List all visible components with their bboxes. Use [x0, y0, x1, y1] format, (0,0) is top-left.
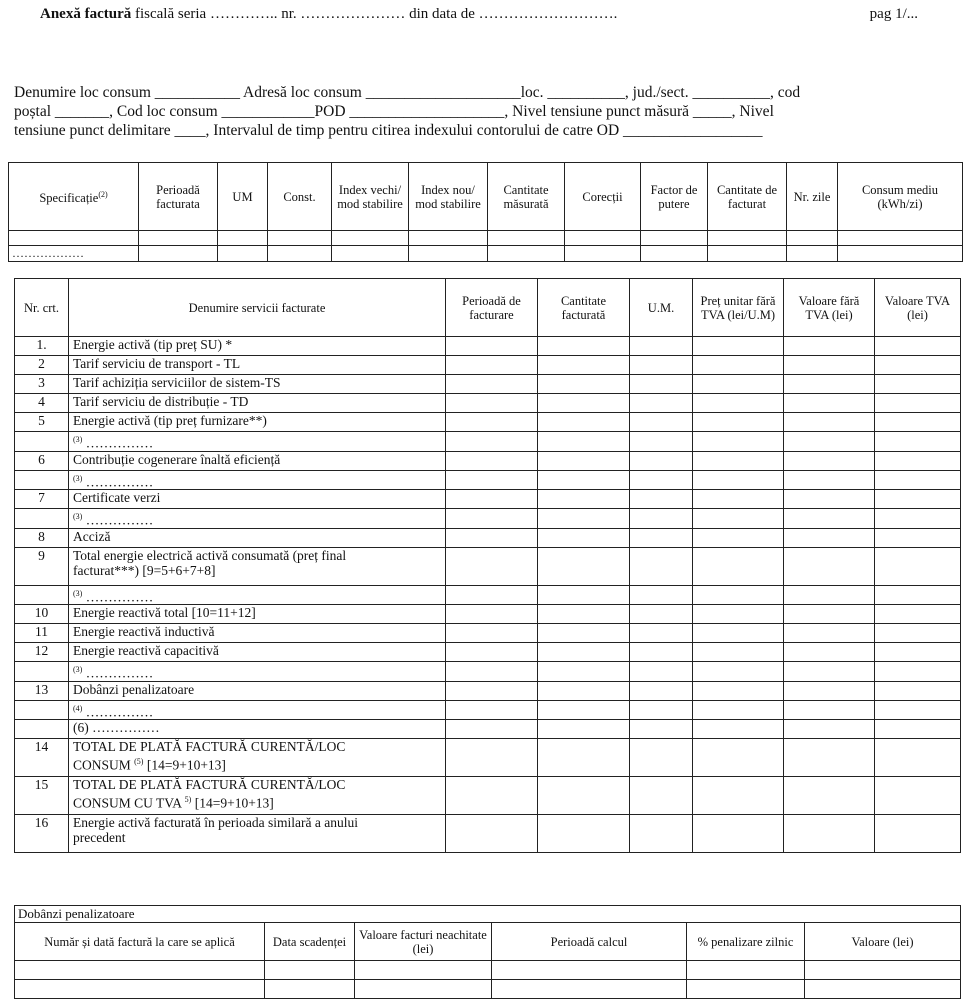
value-cell: [446, 700, 538, 720]
value-cell: [875, 528, 961, 547]
value-cell: [446, 815, 538, 853]
table-row: [15, 720, 961, 739]
value-cell: [630, 490, 693, 509]
penalty-header-cell: % penalizare zilnic: [687, 923, 805, 961]
value-cell: [630, 681, 693, 700]
metering-header-cell: Perioadă facturata: [139, 163, 218, 231]
value-cell: [784, 432, 875, 452]
metering-header-cell: Const.: [268, 163, 332, 231]
service-name-line: CONSUM CU TVA: [73, 795, 185, 811]
service-name-line: Energie activă (tip preț furnizare**): [73, 413, 267, 428]
location-line-3: tensiune punct delimitare ____, Intervalul de timp pentru citirea indexului contorului de catre OD __________________: [14, 122, 763, 139]
service-name-line: Energie reactivă total [10=11+12]: [73, 605, 256, 620]
metering-blank-row: [9, 231, 963, 246]
table-row: [15, 643, 961, 662]
value-cell: [446, 585, 538, 605]
value-cell: [538, 720, 630, 739]
row-number: [15, 662, 69, 682]
penalty-blank-row: [15, 980, 961, 999]
value-cell: [693, 337, 784, 356]
footnote-ref: (5): [134, 757, 144, 766]
table-row: [15, 605, 961, 624]
table-row: [15, 375, 961, 394]
value-cell: [693, 681, 784, 700]
service-name-line: [14=9+10+13]: [143, 757, 226, 773]
value-cell: [693, 470, 784, 490]
metering-header-cell: Specificație$^{(2)}$: [9, 163, 139, 231]
value-cell: [538, 700, 630, 720]
value-cell: [630, 777, 693, 815]
value-cell: [875, 413, 961, 432]
service-name: [69, 394, 446, 413]
value-cell: [784, 413, 875, 432]
value-cell: [784, 547, 875, 585]
value-cell: [630, 432, 693, 452]
value-cell: [693, 700, 784, 720]
value-cell: [693, 720, 784, 739]
service-name: [69, 585, 446, 605]
value-cell: [538, 337, 630, 356]
row-number: 15: [15, 777, 69, 815]
value-cell: [446, 547, 538, 585]
metering-header-cell: Index nou/ mod stabilire: [409, 163, 488, 231]
metering-header-cell: Cantitate măsurată: [488, 163, 565, 231]
value-cell: [693, 585, 784, 605]
service-name: [69, 470, 446, 490]
header-title-bold: Anexă factură: [40, 6, 132, 22]
value-cell: [630, 720, 693, 739]
value-cell: [693, 490, 784, 509]
page-number: pag 1/...: [869, 6, 918, 22]
value-cell: [630, 547, 693, 585]
value-cell: [875, 777, 961, 815]
value-cell: [784, 470, 875, 490]
value-cell: [538, 375, 630, 394]
service-name-line: Contribuție cogenerare înaltă eficiență: [73, 451, 281, 467]
row-number: 10: [15, 605, 69, 624]
penalty-blank-row: [15, 961, 961, 980]
row-number: 14: [15, 739, 69, 777]
value-cell: [630, 451, 693, 470]
value-cell: [875, 643, 961, 662]
row-number: [15, 470, 69, 490]
metering-header-cell: UM: [218, 163, 268, 231]
value-cell: [630, 700, 693, 720]
services-header-cell: Perioadă de facturare: [446, 279, 538, 337]
value-cell: [693, 528, 784, 547]
row-number: 9: [15, 547, 69, 585]
service-name-line: CONSUM: [73, 757, 135, 773]
value-cell: [538, 394, 630, 413]
table-row: [15, 509, 961, 529]
value-cell: [875, 356, 961, 375]
row-number: [15, 700, 69, 720]
metering-header-cell: Factor de putere: [641, 163, 708, 231]
metering-header-cell: Nr. zile: [787, 163, 838, 231]
row-number: 6: [15, 451, 69, 470]
row-number: [15, 585, 69, 605]
service-name-line: ……………: [82, 512, 154, 528]
service-name-line: TOTAL DE PLATĂ FACTURĂ CURENTĂ/LOC: [73, 777, 346, 792]
service-name: [69, 413, 446, 432]
penalty-header-cell: Valoare (lei): [805, 923, 961, 961]
service-name-line: Tarif serviciu de transport - TL: [73, 356, 241, 371]
services-header-cell: Cantitate facturată: [538, 279, 630, 337]
value-cell: [784, 662, 875, 682]
value-cell: [538, 470, 630, 490]
value-cell: [875, 337, 961, 356]
table-row: [15, 700, 961, 720]
value-cell: [446, 720, 538, 739]
service-name-line: TOTAL DE PLATĂ FACTURĂ CURENTĂ/LOC: [73, 739, 346, 754]
metering-dots-row: [9, 246, 963, 262]
value-cell: [538, 739, 630, 777]
row-number: [15, 432, 69, 452]
services-header-row: [15, 279, 961, 337]
metering-header-cell: Index vechi/ mod stabilire: [332, 163, 409, 231]
table-row: [15, 337, 961, 356]
penalty-caption: Dobânzi penalizatoare: [15, 906, 961, 923]
table-row: [15, 470, 961, 490]
service-name-line: precedent: [73, 830, 126, 845]
value-cell: [538, 624, 630, 643]
services-header-cell: U.M.: [630, 279, 693, 337]
value-cell: [784, 815, 875, 853]
value-cell: [630, 605, 693, 624]
service-name-line: [14=9+10+13]: [191, 795, 274, 811]
value-cell: [875, 547, 961, 585]
value-cell: [538, 509, 630, 529]
service-name: [69, 739, 446, 777]
value-cell: [446, 490, 538, 509]
value-cell: [875, 624, 961, 643]
row-number: 12: [15, 643, 69, 662]
metering-header-cell: Corecții: [565, 163, 641, 231]
services-header-cell: Nr. crt.: [15, 279, 69, 337]
row-number: 13: [15, 681, 69, 700]
value-cell: [784, 356, 875, 375]
service-name-line: facturat***) [9=5+6+7+8]: [73, 562, 216, 578]
table-row: [15, 432, 961, 452]
service-name-line: Energie reactivă capacitivă: [73, 643, 219, 658]
value-cell: [538, 490, 630, 509]
footnote-ref: (3): [73, 435, 83, 444]
value-cell: [875, 432, 961, 452]
service-name-line: (6) ……………: [73, 720, 160, 735]
value-cell: [784, 509, 875, 529]
services-header-cell: Preț unitar fără TVA (lei/U.M): [693, 279, 784, 337]
service-name: [69, 375, 446, 394]
service-name-line: Tarif serviciu de distribuție - TD: [73, 394, 249, 409]
footnote-ref: (3): [73, 473, 83, 483]
value-cell: [693, 356, 784, 375]
value-cell: [630, 470, 693, 490]
footnote-ref: (3): [73, 588, 83, 598]
value-cell: [875, 375, 961, 394]
service-name: [69, 815, 446, 853]
service-name: [69, 662, 446, 682]
service-name-line: ……………: [82, 589, 154, 604]
value-cell: [446, 528, 538, 547]
penalty-header-cell: Perioadă calcul: [492, 923, 687, 961]
value-cell: [784, 528, 875, 547]
row-number: 11: [15, 624, 69, 643]
penalty-header-cell: Valoare facturi neachitate (lei): [355, 923, 492, 961]
value-cell: [446, 337, 538, 356]
metering-header-cell: Consum mediu (kWh/zi): [838, 163, 963, 231]
value-cell: [875, 451, 961, 470]
value-cell: [693, 413, 784, 432]
value-cell: [784, 490, 875, 509]
value-cell: [630, 528, 693, 547]
value-cell: [630, 337, 693, 356]
service-name-line: Energie reactivă inductivă: [73, 624, 215, 639]
value-cell: [446, 394, 538, 413]
service-name: [69, 528, 446, 547]
row-number: 2: [15, 356, 69, 375]
footnote-ref: (3): [73, 512, 83, 521]
penalty-caption-row: [15, 906, 961, 923]
value-cell: [630, 356, 693, 375]
value-cell: [784, 700, 875, 720]
value-cell: [784, 720, 875, 739]
services-header-cell: Denumire servicii facturate: [69, 279, 446, 337]
footnote-ref: 5): [184, 795, 192, 804]
value-cell: [784, 605, 875, 624]
value-cell: [875, 681, 961, 700]
value-cell: [784, 337, 875, 356]
table-row: [15, 681, 961, 700]
value-cell: [875, 470, 961, 490]
value-cell: [784, 624, 875, 643]
value-cell: [538, 605, 630, 624]
metering-header-row: [9, 163, 963, 231]
service-name-line: Dobânzi penalizatoare: [73, 681, 195, 697]
value-cell: [784, 643, 875, 662]
penalty-header-cell: Data scadenței: [265, 923, 355, 961]
value-cell: [693, 451, 784, 470]
service-name: [69, 337, 446, 356]
table-row: [15, 413, 961, 432]
row-number: 16: [15, 815, 69, 853]
value-cell: [875, 509, 961, 529]
service-name: [69, 700, 446, 720]
table-row: [15, 777, 961, 815]
value-cell: [446, 375, 538, 394]
footnote-ref: (4): [73, 703, 83, 713]
value-cell: [875, 605, 961, 624]
service-name: [69, 605, 446, 624]
value-cell: [446, 413, 538, 432]
service-name-line: Energie activă (tip preț SU) *: [73, 337, 233, 352]
value-cell: [538, 356, 630, 375]
value-cell: [446, 509, 538, 529]
row-number: 7: [15, 490, 69, 509]
value-cell: [446, 624, 538, 643]
value-cell: [446, 605, 538, 624]
value-cell: [446, 777, 538, 815]
value-cell: [630, 375, 693, 394]
value-cell: [875, 585, 961, 605]
value-cell: [693, 815, 784, 853]
value-cell: [693, 739, 784, 777]
value-cell: [693, 624, 784, 643]
value-cell: [538, 547, 630, 585]
value-cell: [784, 739, 875, 777]
service-name: [69, 643, 446, 662]
penalty-header-cell: Număr și dată factură la care se aplică: [15, 923, 265, 961]
value-cell: [693, 777, 784, 815]
service-name-line: Tarif achiziția serviciilor de sistem-TS: [73, 375, 281, 390]
value-cell: [630, 624, 693, 643]
value-cell: [784, 451, 875, 470]
service-name: [69, 624, 446, 643]
value-cell: [693, 547, 784, 585]
row-number: 3: [15, 375, 69, 394]
value-cell: [446, 470, 538, 490]
value-cell: [693, 605, 784, 624]
value-cell: [630, 643, 693, 662]
table-row: [15, 356, 961, 375]
value-cell: [538, 681, 630, 700]
value-cell: [784, 777, 875, 815]
value-cell: [630, 394, 693, 413]
service-name: [69, 490, 446, 509]
service-name: [69, 547, 446, 585]
value-cell: [693, 509, 784, 529]
table-row: [15, 624, 961, 643]
metering-header-cell: Cantitate de facturat: [708, 163, 787, 231]
table-row: [15, 490, 961, 509]
table-row: [15, 451, 961, 470]
value-cell: [538, 815, 630, 853]
value-cell: [693, 662, 784, 682]
value-cell: [630, 739, 693, 777]
value-cell: [538, 413, 630, 432]
value-cell: [446, 356, 538, 375]
value-cell: [693, 375, 784, 394]
service-name-line: ……………: [82, 704, 154, 719]
services-header-cell: Valoare TVA (lei): [875, 279, 961, 337]
metering-dots: ………………: [9, 246, 139, 262]
value-cell: [875, 720, 961, 739]
consumption-location-block: [14, 83, 962, 140]
value-cell: [630, 413, 693, 432]
row-number: 1.: [15, 337, 69, 356]
value-cell: [446, 432, 538, 452]
row-number: [15, 509, 69, 529]
service-name-line: ……………: [82, 435, 154, 451]
service-name-line: ……………: [82, 474, 154, 489]
table-row: [15, 547, 961, 585]
service-name: [69, 356, 446, 375]
value-cell: [875, 739, 961, 777]
service-name-line: Total energie electrică activă consumată (preț final: [73, 547, 347, 563]
value-cell: [693, 394, 784, 413]
service-name-line: Acciză: [73, 528, 111, 544]
location-line-2: poștal _______, Cod loc consum ____________POD ____________________, Nivel tensiune punct măsură _____, Nivel: [14, 103, 774, 120]
value-cell: [875, 815, 961, 853]
penalty-interest-table: [14, 905, 961, 999]
table-row: [15, 815, 961, 853]
service-name: [69, 681, 446, 700]
table-row: [15, 394, 961, 413]
services-table: [14, 278, 961, 853]
service-name: [69, 720, 446, 739]
value-cell: [875, 394, 961, 413]
table-row: [15, 662, 961, 682]
table-row: [15, 739, 961, 777]
table-row: [15, 585, 961, 605]
value-cell: [875, 490, 961, 509]
value-cell: [446, 451, 538, 470]
value-cell: [693, 432, 784, 452]
footnote-ref: (3): [73, 665, 83, 674]
service-name: [69, 432, 446, 452]
value-cell: [630, 585, 693, 605]
value-cell: [693, 643, 784, 662]
document-header: [40, 6, 960, 23]
service-name-line: Certificate verzi: [73, 490, 161, 505]
service-name-line: ……………: [82, 665, 154, 681]
value-cell: [538, 585, 630, 605]
value-cell: [538, 777, 630, 815]
value-cell: [446, 739, 538, 777]
penalty-header-row: [15, 923, 961, 961]
row-number: 5: [15, 413, 69, 432]
value-cell: [875, 700, 961, 720]
value-cell: [538, 528, 630, 547]
value-cell: [446, 662, 538, 682]
value-cell: [630, 509, 693, 529]
value-cell: [784, 681, 875, 700]
header-title-rest: fiscală seria ………….. nr. ………………… din data de ……………………….: [131, 6, 618, 22]
value-cell: [446, 643, 538, 662]
table-row: [15, 528, 961, 547]
location-line-1: Denumire loc consum ___________ Adresă loc consum ____________________loc. __________, jud./sect. __________, cod: [14, 84, 801, 101]
value-cell: [538, 662, 630, 682]
row-number: 8: [15, 528, 69, 547]
service-name: [69, 451, 446, 470]
value-cell: [630, 815, 693, 853]
service-name-line: Energie activă facturată în perioada similară a anului: [73, 815, 358, 830]
row-number: [15, 720, 69, 739]
value-cell: [538, 451, 630, 470]
service-name: [69, 777, 446, 815]
value-cell: [630, 662, 693, 682]
value-cell: [538, 432, 630, 452]
value-cell: [446, 681, 538, 700]
service-name: [69, 509, 446, 529]
value-cell: [538, 643, 630, 662]
value-cell: [784, 585, 875, 605]
value-cell: [875, 662, 961, 682]
value-cell: [784, 375, 875, 394]
row-number: 4: [15, 394, 69, 413]
value-cell: [784, 394, 875, 413]
services-header-cell: Valoare fără TVA (lei): [784, 279, 875, 337]
metering-table: [8, 162, 963, 262]
